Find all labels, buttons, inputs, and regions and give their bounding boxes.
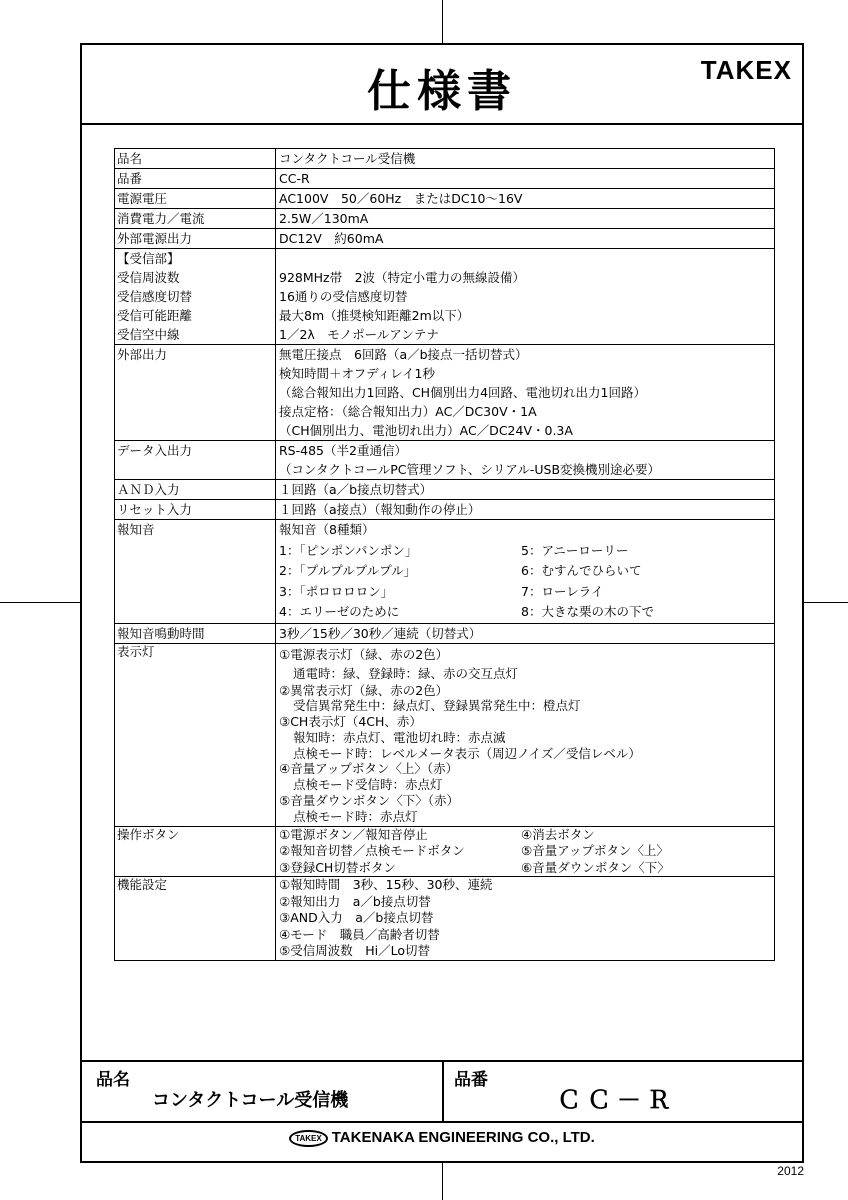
indicator-line: 点検モード時：レベルメータ表示（周辺ノイズ／受信レベル） [293,745,641,761]
footer-column-divider [442,1060,444,1121]
spec-label: 外部電源出力 [115,229,276,248]
button-item: ①電源ボタン／報知音停止 [279,826,428,842]
sound-item: 7：ローレライ [521,583,604,599]
sound-item: 4：エリーゼのために [279,604,400,619]
spec-value: AC100V 50／60Hz またはDC10～16V [279,191,523,206]
spec-row-power [115,209,774,229]
spec-row-data-io [115,441,774,480]
indicator-line: 受信異常発生中：緑点灯、登録異常発生中：橙点灯 [293,698,581,714]
spec-value: コンタクトコール受信機 [279,151,416,166]
spec-label: 消費電力／電流 [115,209,276,228]
spec-value: （コンタクトコールPC管理ソフト、シリアル-USB変換機別途必要） [279,462,661,477]
spec-value: 無電圧接点 6回路（a／b接点一括切替式） [279,347,528,362]
indicator-line: ⑤音量ダウンボタン〈下〉（赤） [279,793,459,809]
spec-row-functions [115,877,774,960]
indicator-line: 通電時：緑、登録時：緑、赤の交互点灯 [293,665,519,681]
spec-label: 品名 [115,149,276,168]
function-line: ⑤受信周波数 Hi／Lo切替 [279,943,430,959]
spec-value: 16通りの受信感度切替 [279,289,408,304]
spec-value: 接点定格：（総合報知出力）AC／DC30V・1A [279,404,537,419]
sound-item: 6：むすんでひらいて [521,563,642,578]
indicator-line: 報知時：赤点灯、電池切れ時：赤点滅 [293,729,506,745]
company-divider [82,1121,802,1123]
spec-row-voltage [115,189,774,209]
indicator-line: ②異常表示灯（緑、赤の2色） [279,682,449,698]
spec-value: 3秒／15秒／30秒／連続（切替式） [279,625,482,641]
spec-label: 受信周波数 [117,270,180,285]
button-item: ②報知音切替／点検モードボタン [279,843,465,859]
spec-value: CC-R [279,171,310,186]
crop-mark-right [804,602,848,603]
spec-row-external-output [115,345,774,441]
spec-value: DC12V 約60mA [279,231,384,246]
company-name: TAKENAKA ENGINEERING CO., LTD. [331,1129,595,1146]
spec-label: 品番 [115,169,276,188]
spec-value: （CH個別出力、電池切れ出力）AC／DC24V・0.3A [279,423,573,438]
spec-row-receiver [115,249,774,345]
footer-code-value: ＣＣ－Ｒ [557,1087,677,1114]
spec-label: ＡＮＤ入力 [115,480,276,499]
brand-logo: TAKEX [700,55,792,85]
company-line [82,1129,802,1147]
company-logo: TAKEX [289,1130,328,1147]
sound-item: 1：「ピンポンパンポン」 [279,542,418,558]
function-line: ③AND入力 a／b接点切替 [279,910,434,926]
receiver-heading: 【受信部】 [117,251,180,266]
spec-row-reset-input [115,500,774,520]
spec-value: 報知音（8種類） [279,522,375,537]
button-item: ④消去ボタン [521,826,595,842]
spec-label: 表示灯 [115,644,276,826]
spec-value: 検知時間＋オフディレイ1秒 [279,366,435,381]
spec-label: 受信感度切替 [117,289,193,304]
spec-value: １回路（a接点）（報知動作の停止） [279,502,481,517]
spec-value: RS-485（半2重通信） [279,443,407,458]
crop-mark-left [0,602,80,603]
function-line: ④モード 職員／高齢者切替 [279,926,440,942]
spec-value: 最大8m（推奨検知距離2m以下） [279,308,470,323]
spec-label: データ入出力 [115,441,276,479]
sound-item: 2：「プルプルプルプル」 [279,563,417,578]
spec-value: 928MHz帯 2波（特定小電力の無線設備） [279,270,526,285]
indicator-line: 点検モード時：赤点灯 [293,808,418,824]
spec-label: 報知音 [115,520,276,623]
indicator-line: ③CH表示灯（4CH、赤） [279,714,422,730]
crop-mark-top [442,0,443,43]
document-year: 2012 [777,1164,804,1178]
spec-value: 2.5W／130mA [279,211,369,226]
spec-value: １回路（a／b接点切替式） [279,482,433,497]
spec-row-sound-duration [115,624,774,644]
spec-label: 受信可能距離 [117,308,193,323]
spec-table [114,148,775,961]
title-divider [82,123,802,125]
spec-value: 1／2λ モノポールアンテナ [279,327,439,342]
sound-item: 8：大きな栗の木の下で [521,604,654,619]
spec-row-sounds [115,520,774,624]
indicator-line: ④音量アップボタン〈上〉（赤） [279,761,459,777]
crop-mark-bottom [442,1163,443,1200]
spec-row-and-input [115,480,774,500]
spec-label: 外部出力 [115,345,276,440]
function-line: ①報知時間 3秒、15秒、30秒、連続 [279,877,493,893]
footer-name-label: 品名 [96,1070,130,1090]
button-item: ⑤音量アップボタン〈上〉 [521,843,669,859]
indicator-line: 点検モード受信時：赤点灯 [293,777,443,793]
indicator-line: ①電源表示灯（緑、赤の2色） [279,646,449,662]
sound-item: 5：アニーローリー [521,542,629,558]
page-title: 仕様書 [367,66,517,117]
spec-row-buttons [115,827,774,878]
spec-label: 受信空中線 [117,327,180,342]
spec-row-model [115,169,774,189]
spec-label: 操作ボタン [115,827,276,877]
spec-row-indicators [115,644,774,827]
spec-row-ext-power [115,229,774,249]
sound-item: 3：「ポロロロロン」 [279,583,394,599]
spec-label: 報知音鳴動時間 [115,624,276,643]
spec-value: （総合報知出力1回路、CH個別出力4回路、電池切れ出力1回路） [279,385,646,400]
spec-row-product-name [115,149,774,169]
footer-code-label: 品番 [454,1070,488,1090]
button-item: ③登録CH切替ボタン [279,859,396,875]
spec-label: 機能設定 [115,877,276,960]
footer-name-value: コンタクトコール受信機 [152,1090,349,1111]
function-line: ②報知出力 a／b接点切替 [279,893,431,909]
button-item: ⑥音量ダウンボタン〈下〉 [521,859,670,875]
spec-label: 電源電圧 [115,189,276,208]
spec-label: リセット入力 [115,500,276,519]
